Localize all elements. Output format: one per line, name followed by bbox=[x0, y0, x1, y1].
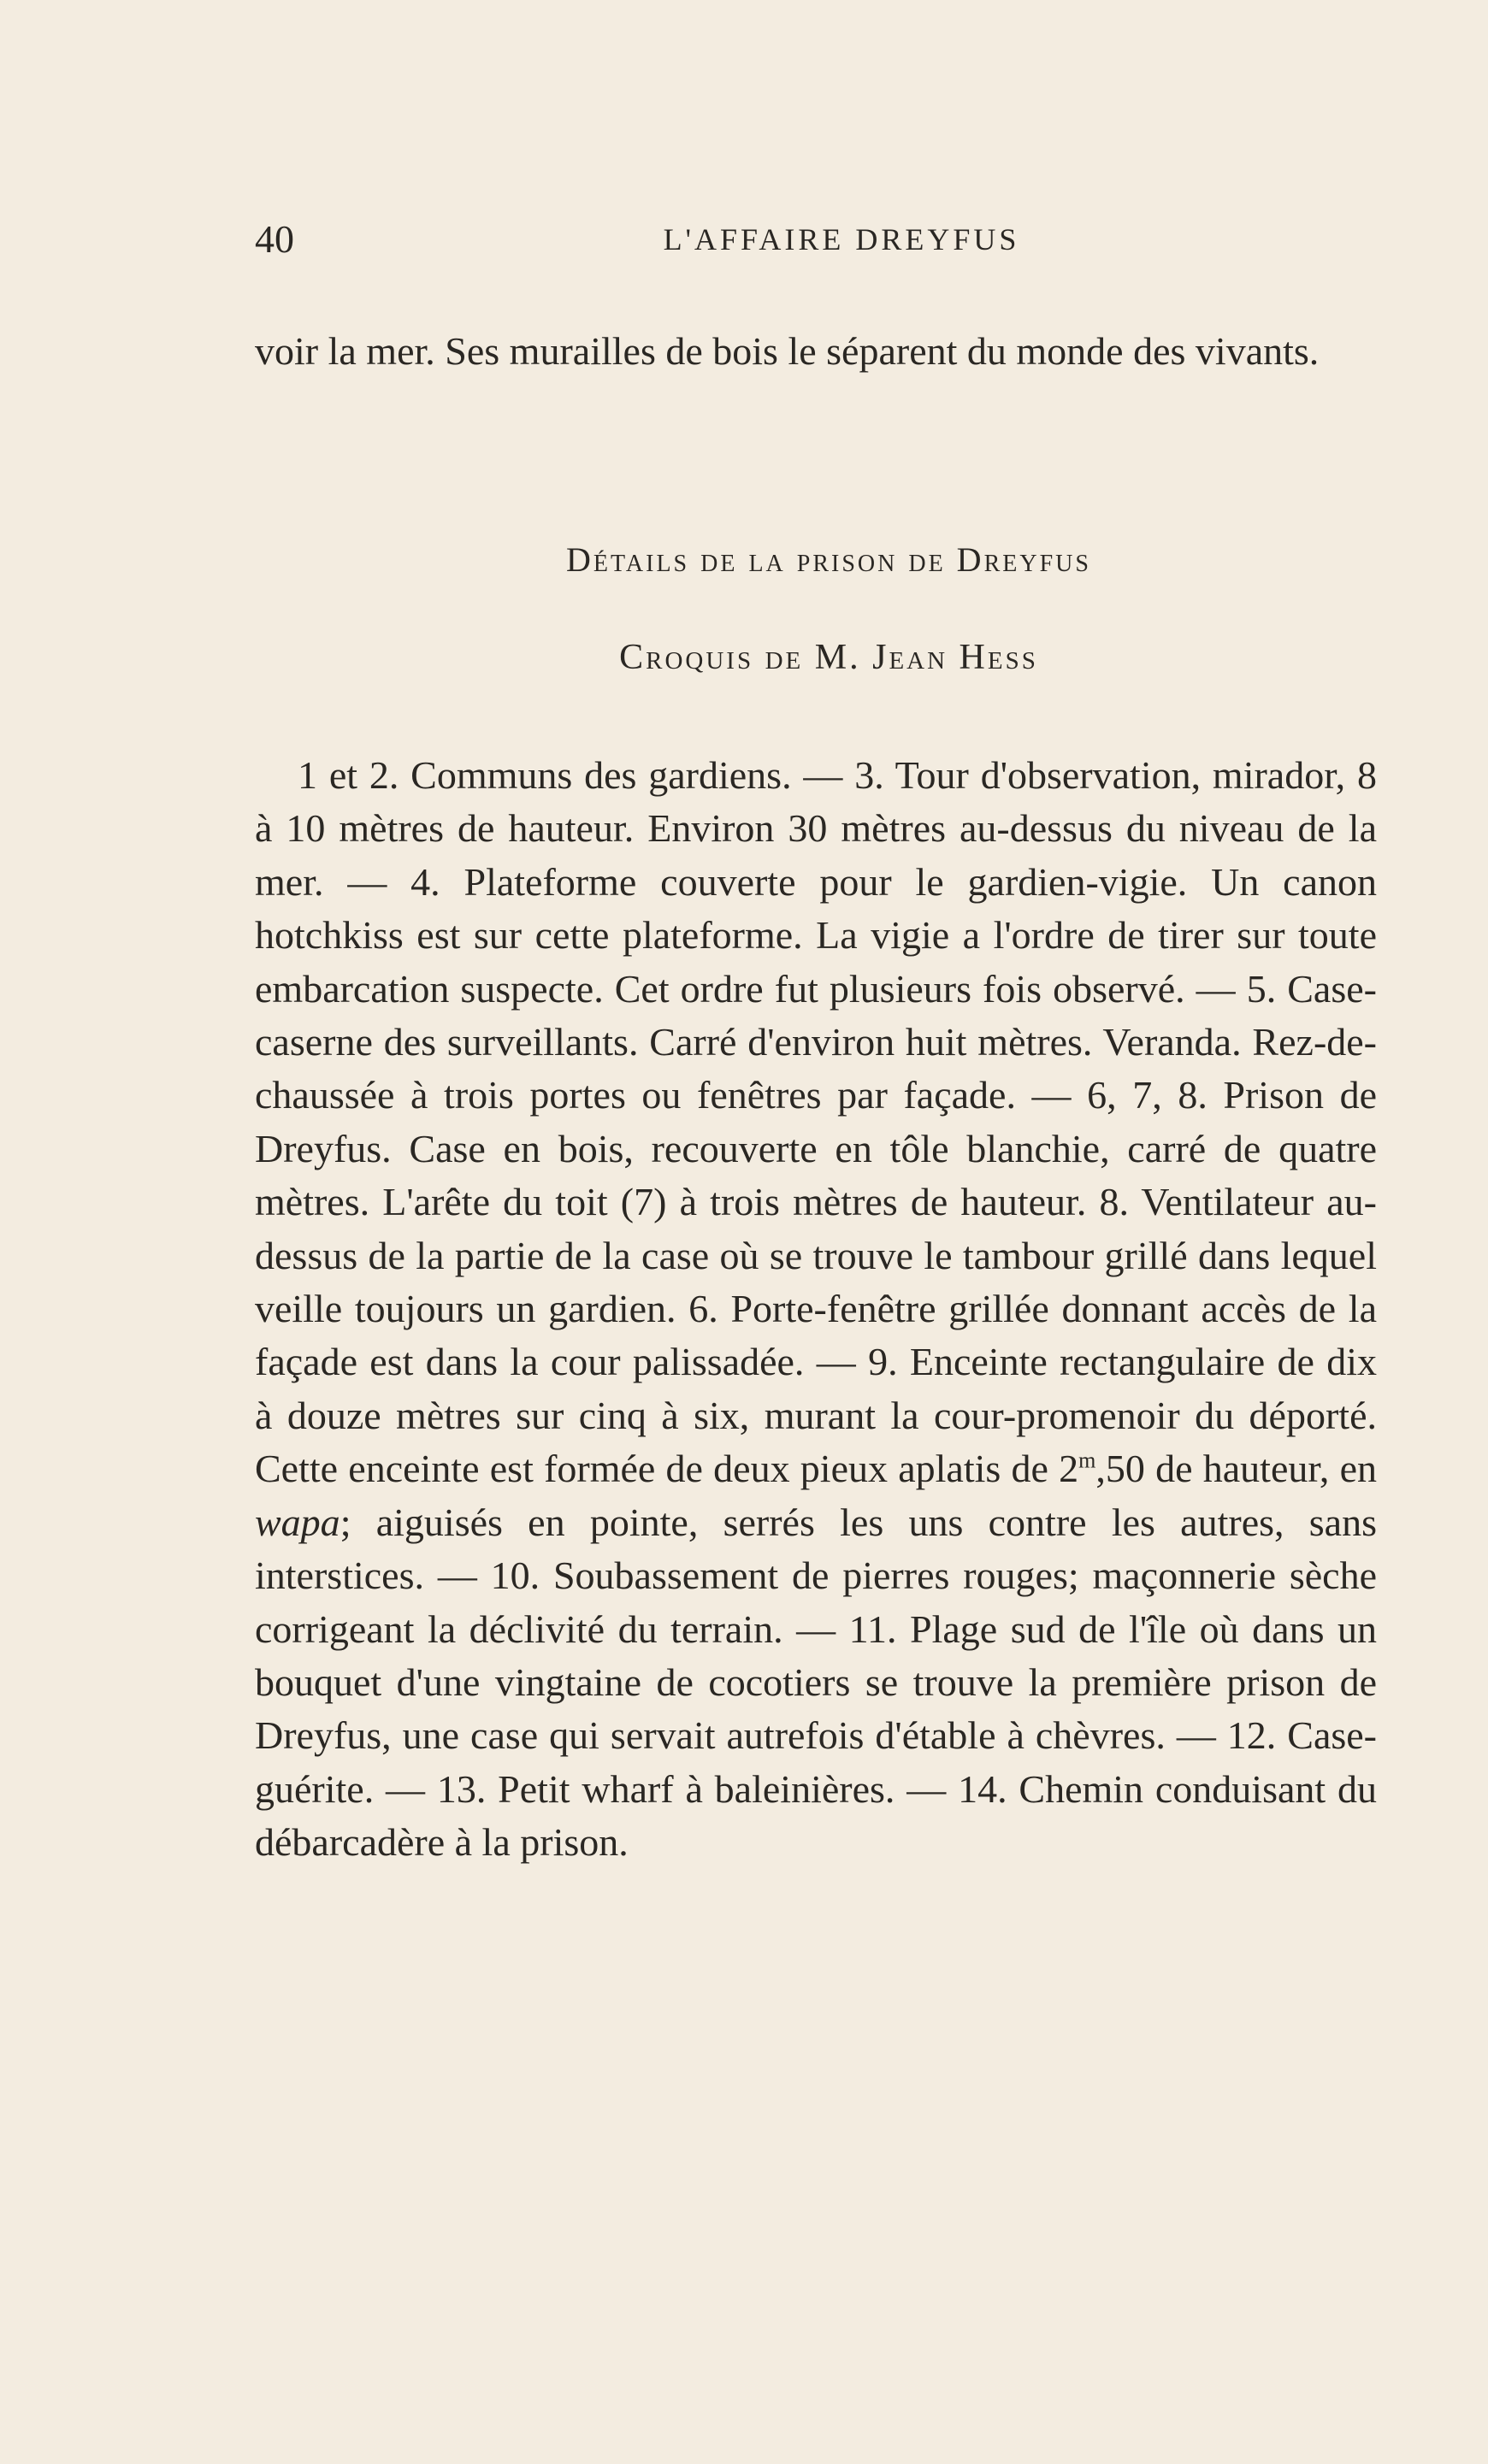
legend-superscript: m bbox=[1078, 1447, 1096, 1473]
section-title: Détails de la prison de Dreyfus bbox=[566, 540, 1091, 579]
legend-italic-word: wapa bbox=[255, 1500, 340, 1544]
running-title: L'AFFAIRE DREYFUS bbox=[663, 222, 1020, 256]
section-subtitle: Croquis de M. Jean Hess bbox=[619, 638, 1038, 677]
intro-paragraph: voir la mer. Ses murailles de bois le séparent du monde des vivants. bbox=[255, 329, 1320, 373]
page-header bbox=[255, 212, 1377, 267]
legend-text-part3: ; aiguisés en pointe, serrés les uns contre les autres, sans interstices. — 10. Soubassement de pierres rouges; maçonnerie sèche corrigeant la déclivité du terrain. — 11. Plage sud de l'île où dans un bouquet d'une vingtaine de cocotiers se trouve la première prison de Dreyfus, une case qui servait autrefois d'étable à chèvres. — 12. Case-guérite. — 13. Petit wharf à baleinières. — 14. Chemin conduisant du débarcadère à la prison. bbox=[255, 1500, 1377, 1865]
legend-text-part2: ,50 de hauteur, en bbox=[1095, 1447, 1377, 1491]
legend-text-part1: 1 et 2. Communs des gardiens. — 3. Tour d'observation, mirador, 8 à 10 mètres de hauteur. Environ 30 mètres au-dessus du niveau de la mer. — 4. Plateforme couverte pour le gardien-vigie. Un canon hotchkiss est sur cette plateforme. La vigie a l'ordre de tirer sur toute embarcation suspecte. Cet ordre fut plusieurs fois observé. — 5. Case-caserne des surveillants. Carré d'environ huit mètres. Veranda. Rez-de-chaussée à trois portes ou fenêtres par façade. — 6, 7, 8. Prison de Dreyfus. Case en bois, recouverte en tôle blanchie, carré de quatre mètres. L'arête du toit (7) à trois mètres de hauteur. 8. Ventilateur au-dessus de la partie de la case où se trouve le tambour grillé dans lequel veille toujours un gardien. 6. Porte-fenêtre grillée donnant accès de la façade est dans la cour palissadée. — 9. Enceinte rectangulaire de dix à douze mètres sur cinq à six, murant la cour-promenoir du déporté. Cette enceinte est formée de deux pieux aplatis de 2 bbox=[255, 753, 1377, 1491]
page-number: 40 bbox=[255, 217, 294, 261]
legend-paragraph bbox=[255, 749, 1377, 1870]
